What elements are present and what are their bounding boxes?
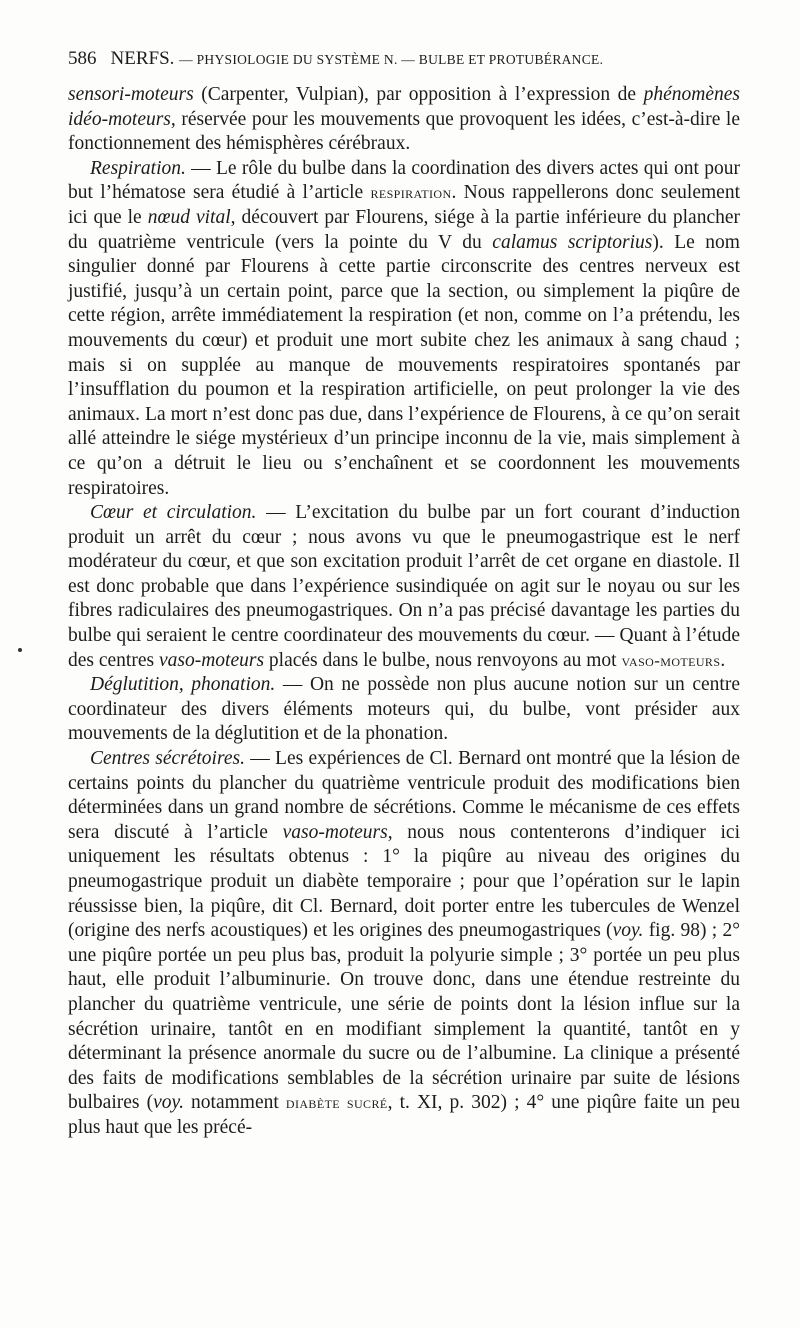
- text-run: , découvert par Flourens, siége à la partie inférieure du plancher du quatrième ventricule (vers la pointe du V du: [68, 206, 740, 253]
- cross-reference: vaso-moteurs: [621, 650, 721, 670]
- paragraph-centres-secretoires: [68, 747, 740, 1141]
- text-run: — Le rôle du bulbe dans la coordination des divers actes qui ont pour but l’hématose sera étudié à l’article: [68, 157, 740, 204]
- text-run: ). Le nom singulier donné par Flourens à cette partie circonscrite des centres nerveux est justifié, jusqu’à un certain point, parce que la section, ou simplement la piqûre de cette région, arrête immédiatement la respiration (et non, comme on l’a prétendu, les mouvements du cœur) et produit une mort subite chez les animaux à sang chaud ; mais si on supplée au manque de mouvements respiratoires spontanés par l’insufflation du poumon et la respiration artificielle, on peut prolonger la vie des animaux. La mort n’est donc pas due, dans l’expérience de Flourens, à ce qu’on serait allé atteindre le siége mystérieux d’un principe inconnu de la vie, mais simplement à ce qu’on a détruit le lieu ou s’enchaînent et se coordonnent les mouvements respiratoires.: [68, 231, 740, 499]
- page-number: 586: [68, 48, 97, 69]
- italic-term: phénomènes idéo-moteurs: [68, 84, 740, 130]
- running-head-title: NERFS.: [110, 48, 175, 69]
- paragraph-sensori-moteurs: [68, 83, 740, 157]
- italic-term: nœud vital: [147, 206, 231, 228]
- margin-dot-mark: [18, 648, 22, 652]
- paragraph-respiration: [68, 157, 740, 501]
- body-text: [68, 83, 740, 1141]
- text-run: — L’excitation du bulbe par un fort courant d’induction produit un arrêt du cœur ; nous avons vu que le pneumogastrique est le nerf modérateur du cœur, et que son excitation produit l’arrêt de cet organe en diastole. Il est donc probable que dans l’expérience susindiquée on agit sur le noyau ou sur les fibres radiculaires des pneumogastriques. On n’a pas précisé davantage les parties du bulbe qui seraient le centre coordinateur des mouvements du cœur. — Quant à l’étude des centres: [68, 502, 740, 671]
- cross-reference: respiration: [370, 183, 452, 203]
- text-run: — Les expériences de Cl. Bernard ont montré que la lésion de certains points du plancher du quatrième ventricule produit des modifications bien déterminées dans un grand nombre de sécrétions. Comme le mécanisme de ces effets sera discuté à l’article: [68, 748, 740, 843]
- text-run: — On ne possède non plus aucune notion sur un centre coordinateur des divers éléments moteurs qui, du bulbe, vont présider aux mouvements de la déglutition et de la phonation.: [68, 674, 740, 745]
- cross-reference: diabète sucré: [285, 1093, 388, 1113]
- paragraph-deglutition: [68, 673, 740, 747]
- italic-term: calamus scriptorius: [492, 231, 653, 253]
- text-run: . Nous rappellerons donc seulement ici que le: [68, 182, 740, 228]
- section-title-coeur: Cœur et circulation.: [90, 502, 257, 524]
- text-run: (Carpenter, Vulpian), par opposition à l’expression de: [193, 84, 644, 105]
- italic-term: sensori-moteurs: [68, 84, 194, 105]
- text-run: , t. XI, p. 302) ; 4° une piqûre faite un peu plus haut que les précé-: [68, 1092, 741, 1138]
- text-run: fig. 98) ; 2° une piqûre portée un peu plus bas, produit la polyurie simple ; 3° portée un peu plus haut, elle produit l’albuminurie. On trouve donc, dans une étendue restreinte du plancher du quatrième ventricule, une série de points dont la lésion influe sur la sécrétion urinaire, tantôt en en modifiant simplement la quantité, tantôt en y déterminant la présence anormale du sucre ou de l’albumine. La clinique a présenté des faits de modifications semblables de la sécrétion urinaire par suite de lésions bulbaires (: [68, 920, 741, 1114]
- text-run: placés dans le bulbe, nous renvoyons au mot: [264, 649, 622, 671]
- italic-term: voy.: [153, 1092, 184, 1114]
- section-title-centres: Centres sécrétoires.: [90, 748, 245, 770]
- section-title-respiration: Respiration.: [90, 157, 186, 179]
- italic-term: vaso-moteurs: [158, 649, 265, 671]
- text-run: .: [720, 649, 726, 671]
- running-head-subtitle: — PHYSIOLOGIE DU SYSTÈME N. — BULBE ET PROTUBÉRANCE.: [179, 52, 604, 67]
- italic-term: vaso-moteurs: [282, 821, 388, 843]
- text-run: , réservée pour les mouvements que provoquent les idées, c’est-à-dire le fonctionnement des hémisphères cérébraux.: [68, 108, 740, 155]
- section-title-deglutition: Déglutition, phonation.: [90, 674, 276, 696]
- text-run: , nous nous contenterons d’indiquer ici uniquement les résultats obtenus : 1° la piqûre au niveau des origines du pneumogastrique produit un diabète temporaire ; pour que l’opération sur le lapin réussisse bien, la piqûre, dit Cl. Bernard, doit porter entre les tubercules de Wenzel (origine des nerfs acoustiques) et les origines des pneumogastriques (: [68, 821, 741, 942]
- text-run: notamment: [183, 1092, 286, 1114]
- running-header: [68, 47, 728, 72]
- italic-term: voy.: [612, 920, 644, 942]
- paragraph-coeur-circulation: [68, 501, 740, 673]
